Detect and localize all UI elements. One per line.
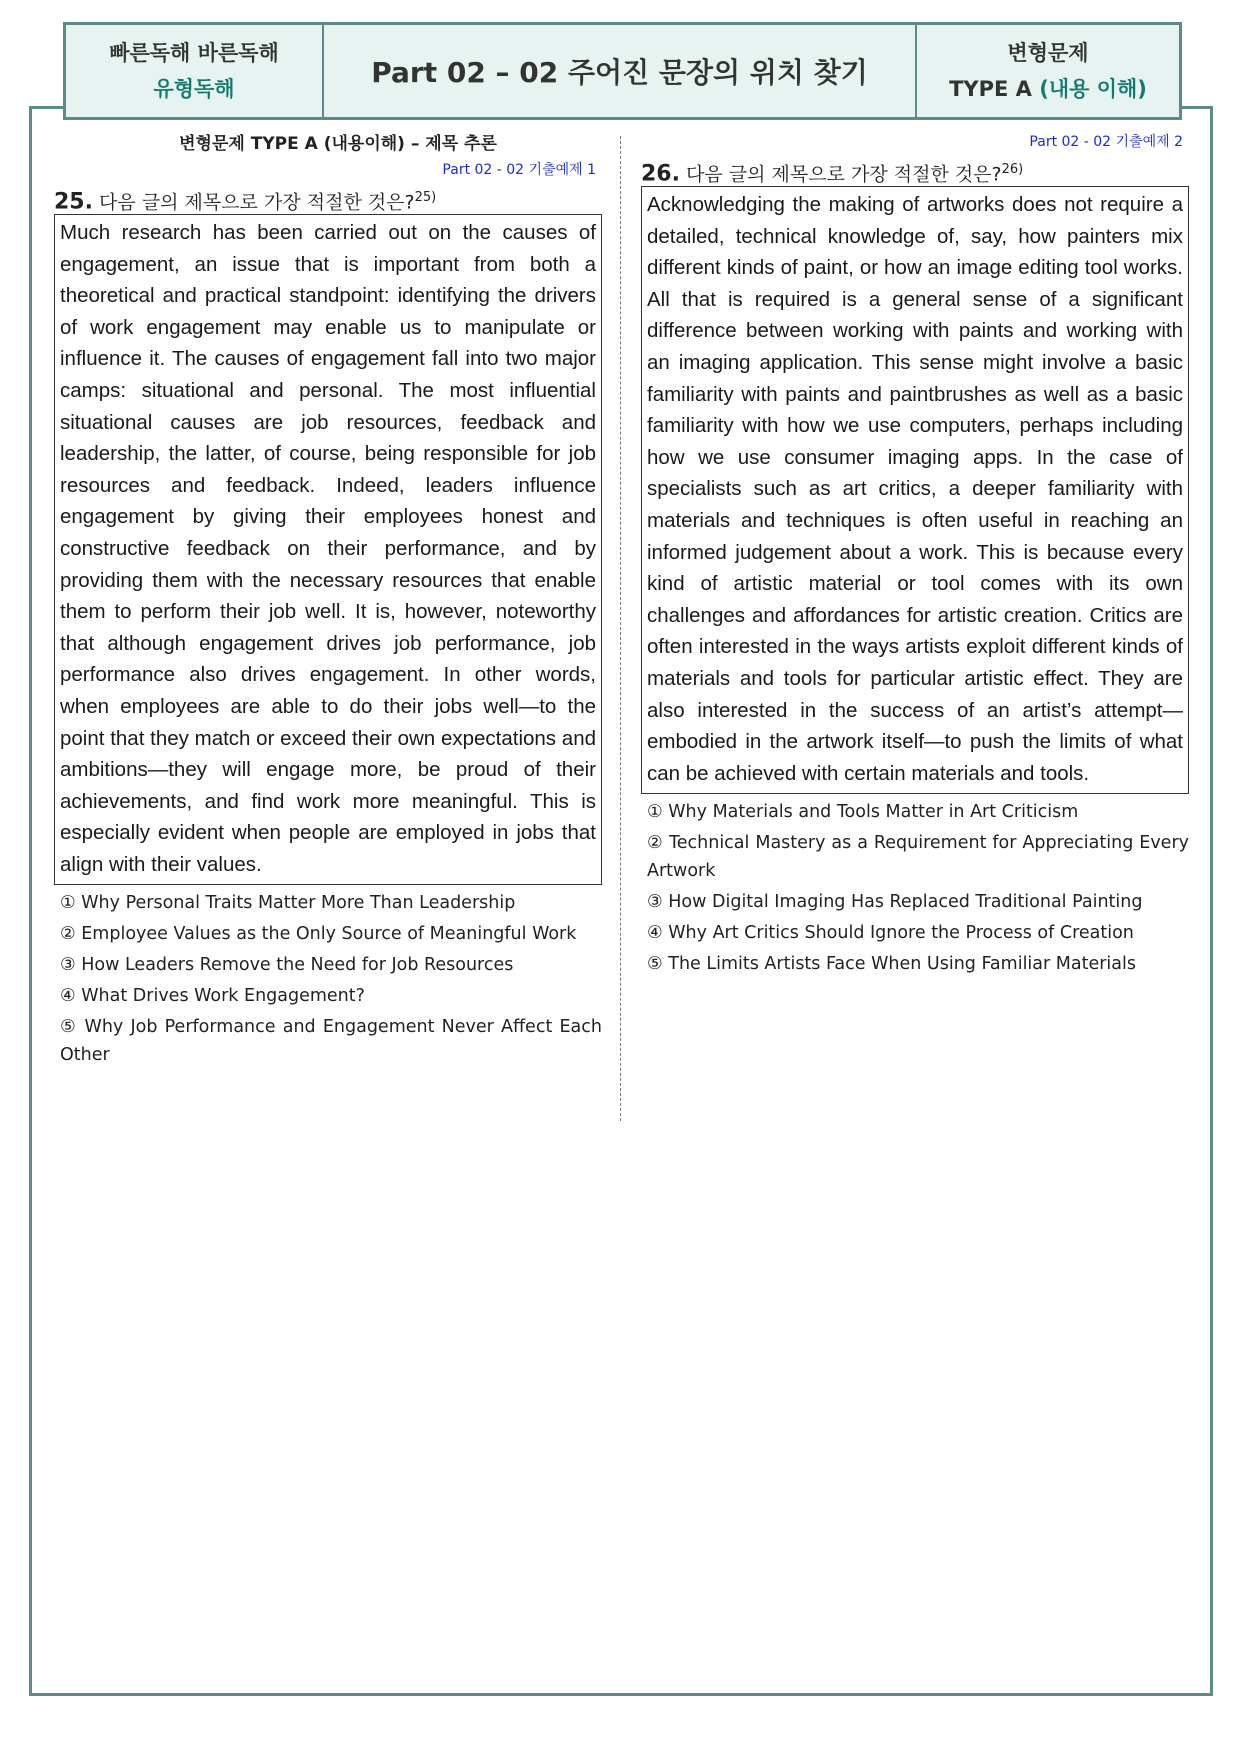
question-25 [54, 130, 602, 1072]
question-number: 26. [641, 161, 680, 187]
section-title: 변형문제 TYPE A (내용이해) – 제목 추론 [179, 134, 497, 154]
question-prompt [54, 182, 602, 214]
question-26 [641, 130, 1189, 981]
question-text: 다음 글의 제목으로 가장 적절한 것은? [686, 163, 1002, 186]
option-4[interactable]: ④ Why Art Critics Should Ignore the Process of Creation [647, 923, 1134, 944]
column-divider [620, 136, 621, 1121]
passage-box: Much research has been carried out on the causes of engagement, an issue that is important from both a theoretical and practical standpoint: identifying the drivers of work engagement may enable us to manipulate or influence it. The causes of engagement fall into two major camps: situational and personal. The most influential situational causes are job resources, feedback and leadership, the latter, of course, being responsible for job resources and feedback. Indeed, leaders influence engagement by giving their employees honest and constructive feedback on their performance, and by providing them with the necessary resources that enable them to perform their job well. It is, however, noteworthy that although engagement drives job performance, job performance also drives engagement. In other words, when employees are able to do their jobs well—to the point that they match or exceed their own expectations and ambitions—they will engage more, be proud of their achievements, and find work more meaningful. This is especially evident when people are employed in jobs that align with their values. [54, 214, 602, 885]
option-1[interactable]: ① Why Materials and Tools Matter in Art Criticism [647, 802, 1079, 823]
header-book-name: 빠른독해 바른독해 [109, 41, 279, 65]
header-type-desc: (내용 이해) [1039, 77, 1147, 101]
option-1[interactable]: ① Why Personal Traits Matter More Than Leadership [60, 893, 516, 914]
header-book-subtitle: 유형독해 [153, 77, 235, 101]
passage-box: Acknowledging the making of artworks does not require a detailed, technical knowledge of, say, how painters mix different kinds of paint, or how an image editing tool works. All that is required is a general sense of a significant difference between working with paints and working with an imaging application. This sense might involve a basic familiarity with paints and paintbrushes as well as a basic familiarity with how we use computers, perhaps including how we use consumer imaging apps. In the case of specialists such as art critics, a deeper familiarity with materials and techniques is often useful in reaching an informed judgement about a work. This is because every kind of artistic material or tool comes with its own challenges and affordances for artistic creation. Critics are often interested in the ways artists exploit different kinds of materials and tools for particular artistic effect. They are also interested in the success of an artist’s attempt—embodied in the artwork itself—to push the limits of what can be achieved with certain materials and tools. [641, 186, 1189, 794]
option-3[interactable]: ③ How Digital Imaging Has Replaced Traditional Painting [647, 892, 1143, 913]
option-4[interactable]: ④ What Drives Work Engagement? [60, 986, 365, 1007]
source-label: Part 02 - 02 기출예제 1 [442, 162, 596, 178]
header-type-code: TYPE A [949, 77, 1032, 101]
option-2[interactable]: ② Technical Mastery as a Requirement for Appreciating Every Artwork [647, 833, 1189, 882]
header-type-label: 변형문제 [1007, 41, 1089, 65]
header-chapter-title: Part 02 – 02 주어진 문장의 위치 찾기 [371, 56, 868, 89]
header-chapter [324, 25, 917, 117]
answer-options [54, 889, 602, 1069]
page-header [63, 22, 1182, 120]
footnote-marker: 26) [1001, 162, 1024, 177]
footnote-marker: 25) [414, 190, 437, 205]
source-label: Part 02 - 02 기출예제 2 [1029, 134, 1183, 150]
question-number: 25. [54, 189, 93, 215]
option-3[interactable]: ③ How Leaders Remove the Need for Job Resources [60, 955, 514, 976]
option-2[interactable]: ② Employee Values as the Only Source of Meaningful Work [60, 924, 577, 945]
header-type [917, 25, 1179, 117]
option-5[interactable]: ⑤ The Limits Artists Face When Using Familiar Materials [647, 954, 1136, 975]
header-book-title [66, 25, 324, 117]
question-prompt [641, 154, 1189, 186]
option-5[interactable]: ⑤ Why Job Performance and Engagement Never Affect Each Other [60, 1017, 602, 1066]
answer-options [641, 798, 1189, 978]
question-text: 다음 글의 제목으로 가장 적절한 것은? [99, 191, 415, 214]
header-type-name [949, 71, 1147, 107]
